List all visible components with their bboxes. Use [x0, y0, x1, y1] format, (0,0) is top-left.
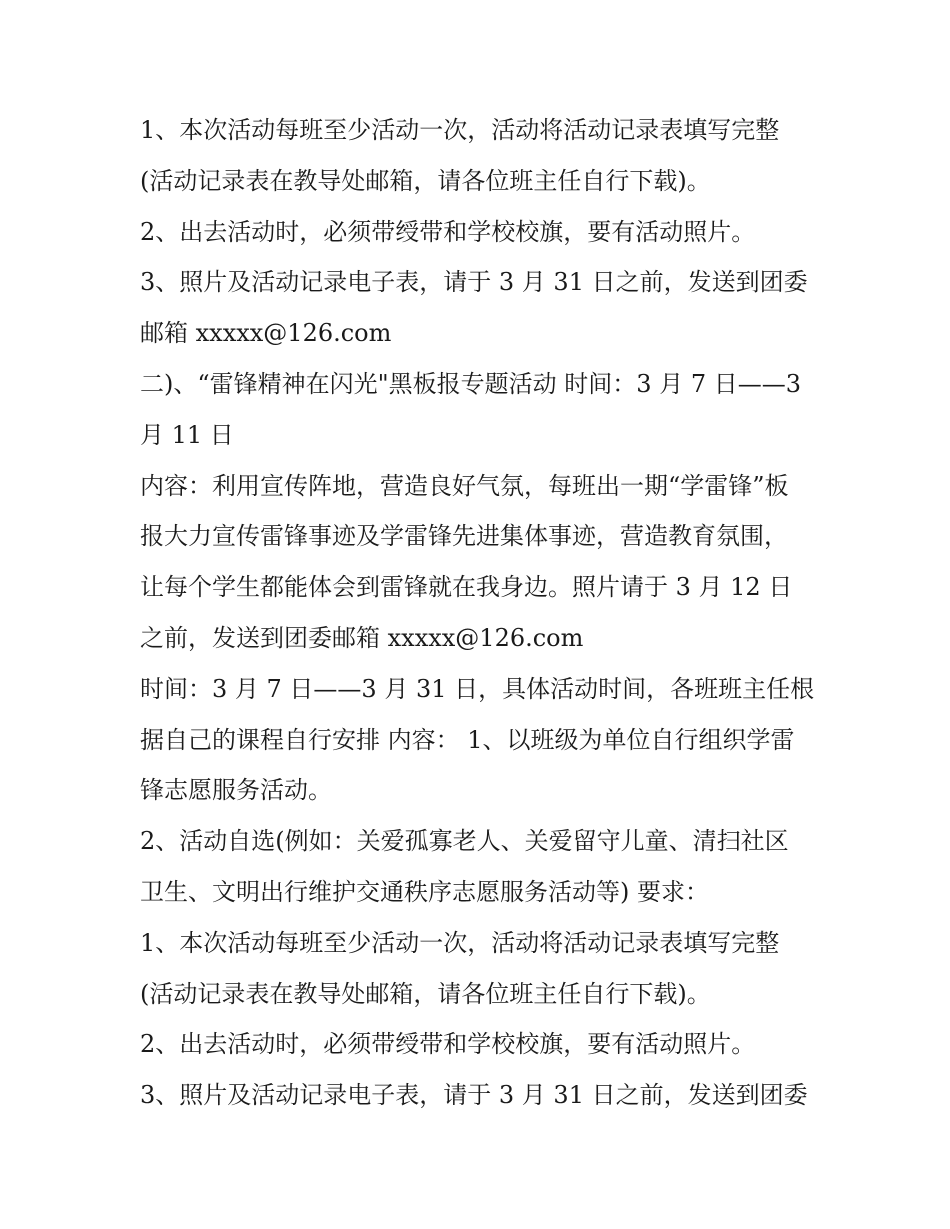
- text-line: 2、活动自选(例如：关爱孤寡老人、关爱留守儿童、清扫社区: [140, 827, 789, 856]
- text-line: 邮箱 xxxxx@126.com: [140, 319, 392, 348]
- text-line: 月 11 日: [140, 420, 234, 449]
- text-line: 之前，发送到团委邮箱 xxxxx@126.com: [140, 623, 584, 652]
- text-line: 2、出去活动时，必须带绶带和学校校旗，要有活动照片。: [140, 217, 756, 246]
- text-line: 3、照片及活动记录电子表，请于 3 月 31 日之前，发送到团委: [140, 1081, 808, 1110]
- text-line: 1、本次活动每班至少活动一次，活动将活动记录表填写完整: [140, 116, 780, 144]
- text-line: (活动记录表在教导处邮箱，请各位班主任自行下载)。: [140, 979, 711, 1008]
- text-line: 卫生、文明出行维护交通秩序志愿服务活动等) 要求：: [140, 877, 709, 906]
- text-line: 1、本次活动每班至少活动一次，活动将活动记录表填写完整: [140, 928, 780, 957]
- text-line: 二)、“雷锋精神在闪光"黑板报专题活动 时间：3 月 7 日——3: [140, 369, 801, 398]
- text-line: 3、照片及活动记录电子表，请于 3 月 31 日之前，发送到团委: [140, 268, 808, 297]
- text-line: 时间：3 月 7 日——3 月 31 日，具体活动时间，各班班主任根: [140, 674, 815, 703]
- text-line: 内容：利用宣传阵地，营造良好气氛，每班出一期“学雷锋”板: [140, 471, 789, 500]
- text-line: 锋志愿服务活动。: [140, 776, 332, 805]
- text-line: (活动记录表在教导处邮箱，请各位班主任自行下载)。: [140, 166, 711, 195]
- text-line: 报大力宣传雷锋事迹及学雷锋先进集体事迹，营造教育氛围，: [140, 522, 788, 551]
- text-line: 2、出去活动时，必须带绶带和学校校旗，要有活动照片。: [140, 1030, 756, 1059]
- text-line: 据自己的课程自行安排 内容： 1、以班级为单位自行组织学雷: [140, 725, 795, 754]
- text-line: 让每个学生都能体会到雷锋就在我身边。照片请于 3 月 12 日: [140, 573, 793, 602]
- document-body: [140, 105, 820, 1121]
